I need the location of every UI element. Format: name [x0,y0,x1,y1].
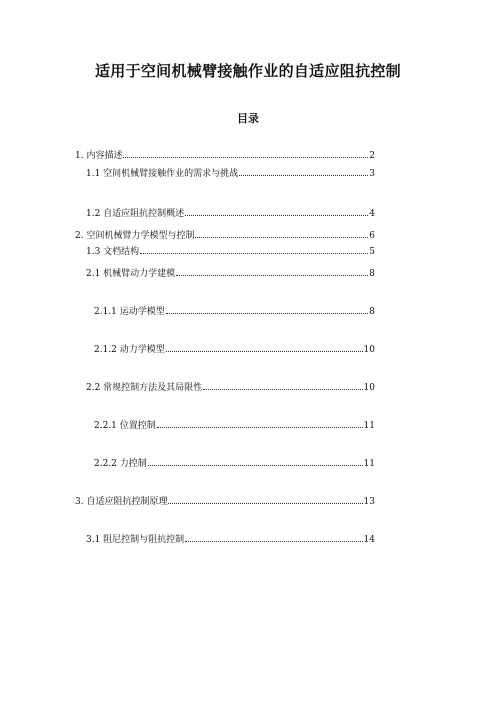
toc-entry-label: 2. 空间机械臂力学模型与控制 [75,231,195,241]
toc-entry-label: 1. 内容描述 [75,151,123,161]
toc-entry-label: 2.1.1 运动学模型 [94,307,165,317]
toc-entry[interactable] [94,418,375,432]
toc-entry-page: 11 [363,421,375,431]
toc-entry-label: 1.3 文档结构 [86,247,140,257]
toc-entry-label: 3. 自适应阻抗控制原理 [75,497,168,507]
toc-entry[interactable] [75,228,375,242]
toc-entry-label: 1.2 自适应阻抗控制概述 [86,209,185,219]
dot-leader [157,418,363,428]
toc-entry-page: 6 [369,231,375,241]
toc-heading: 目录 [237,112,259,125]
toc-entry[interactable] [75,148,375,162]
dot-leader [185,206,368,216]
toc-entry[interactable] [94,456,375,470]
toc-entry-page: 14 [363,535,375,545]
document-title: 适用于空间机械臂接触作业的自适应阻抗控制 [94,62,401,80]
toc-entry-label: 2.1 机械臂动力学建模 [86,269,176,279]
toc-entry-page: 10 [363,383,375,393]
toc-entry-label: 1.1 空间机械臂接触作业的需求与挑战 [86,169,239,179]
toc-entry-label: 2.2.1 位置控制 [94,421,156,431]
toc-entry[interactable] [86,244,375,258]
toc-entry-page: 11 [363,459,375,469]
dot-leader [239,166,368,176]
toc-entry-label: 2.2 常规控制方法及其局限性 [86,383,203,393]
toc-entry-page: 4 [369,209,375,219]
dot-leader [176,266,368,276]
dot-leader [140,244,368,254]
toc-entry-label: 2.1.2 动力学模型 [94,345,165,355]
toc-entry[interactable] [86,532,375,546]
toc-entry-page: 3 [369,169,375,179]
toc-entry-page: 2 [369,151,375,161]
toc-entry[interactable] [94,342,375,356]
dot-leader [185,532,362,542]
toc-entry-label: 3.1 阻尼控制与阻抗控制 [86,535,185,545]
dot-leader [148,456,363,466]
dot-leader [168,494,362,504]
toc-entry-label: 2.2.2 力控制 [94,459,147,469]
toc-entry-page: 8 [369,269,375,279]
toc-entry[interactable] [86,380,375,394]
toc-entry[interactable] [86,166,375,180]
dot-leader [195,228,368,238]
toc-entry[interactable] [86,266,375,280]
dot-leader [123,148,368,158]
toc-entry-page: 13 [363,497,375,507]
toc-entry-page: 8 [369,307,375,317]
dot-leader [203,380,362,390]
toc-entry-page: 5 [369,247,375,257]
toc-entry[interactable] [86,206,375,220]
dot-leader [166,304,369,314]
toc-entry-page: 10 [363,345,375,355]
dot-leader [166,342,363,352]
toc-entry[interactable] [75,494,375,508]
toc-entry[interactable] [94,304,375,318]
